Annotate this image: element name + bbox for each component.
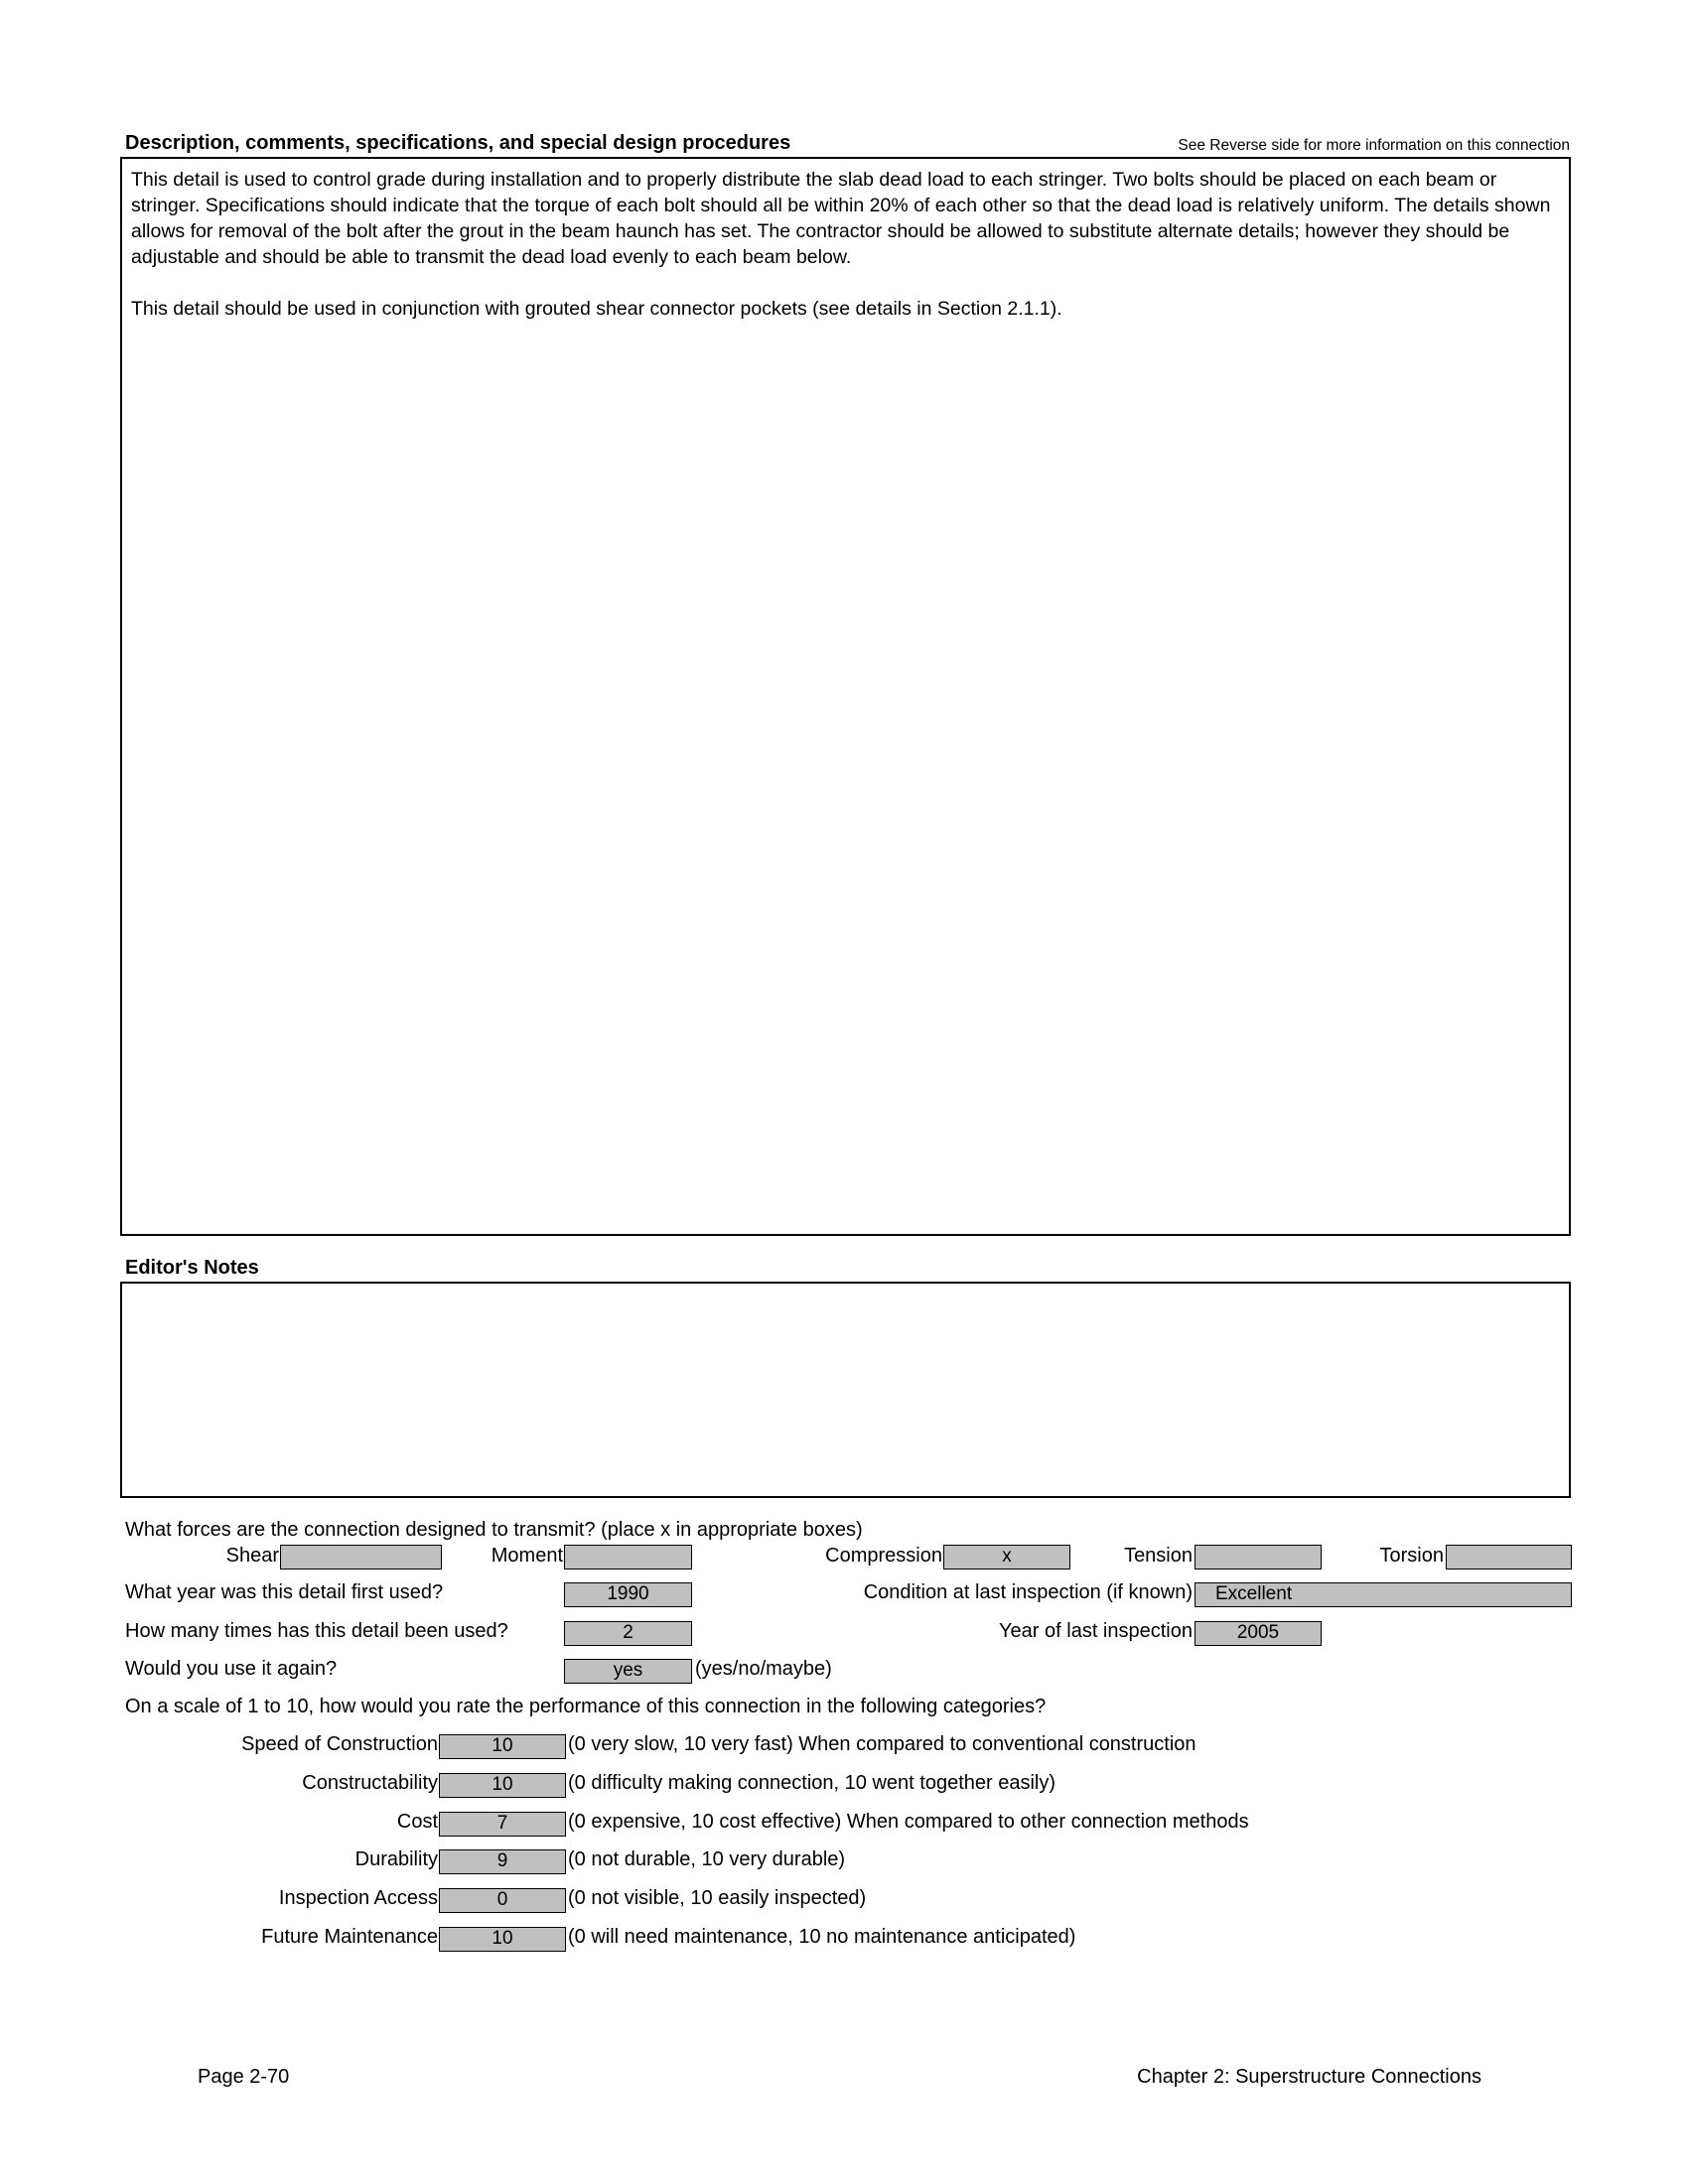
- last-inspection-field[interactable]: 2005: [1195, 1621, 1322, 1646]
- shear-field[interactable]: [280, 1545, 442, 1570]
- times-used-field[interactable]: 2: [564, 1621, 692, 1646]
- rating-label-cost: Cost: [396, 1811, 438, 1833]
- rating-hint-inspection-access: (0 not visible, 10 easily inspected): [568, 1887, 867, 1909]
- rating-field-cost[interactable]: 7: [439, 1812, 566, 1837]
- description-paragraph: This detail is used to control grade during installation and to properly distribute the slab dead load to each stringer. Two bolts should be placed on each beam or stringer. Specifications should indicate that the torque of each bolt should all be within 20% of each other so that the dead load is relatively uniform. The details shown allows for removal of the bolt after the grout in the beam haunch has set. The contractor should be allowed to substitute alternate details; however they should be adjustable and should be able to transmit the dead load evenly to each beam below.: [131, 169, 1551, 268]
- tension-field[interactable]: [1195, 1545, 1322, 1570]
- editors-notes-box: [120, 1282, 1571, 1498]
- rating-label-speed: Speed of Construction: [241, 1733, 438, 1755]
- rating-field-inspection-access[interactable]: 0: [439, 1888, 566, 1913]
- rating-label-future-maintenance: Future Maintenance: [261, 1926, 438, 1948]
- tension-label: Tension: [1124, 1545, 1193, 1567]
- use-again-label: Would you use it again?: [125, 1658, 338, 1680]
- compression-field[interactable]: x: [943, 1545, 1070, 1570]
- rating-hint-durability: (0 not durable, 10 very durable): [568, 1848, 846, 1870]
- shear-label: Shear: [225, 1545, 279, 1567]
- use-again-hint: (yes/no/maybe): [695, 1658, 832, 1680]
- compression-label: Compression: [825, 1545, 942, 1567]
- rating-field-constructability[interactable]: 10: [439, 1773, 566, 1798]
- moment-label: Moment: [491, 1545, 563, 1567]
- condition-label: Condition at last inspection (if known): [863, 1581, 1193, 1603]
- description-title: Description, comments, specifications, and special design procedures: [125, 132, 791, 154]
- rating-hint-constructability: (0 difficulty making connection, 10 went together easily): [568, 1772, 1056, 1794]
- rating-hint-speed: (0 very slow, 10 very fast) When compared to conventional construction: [568, 1733, 1196, 1755]
- chapter-title: Chapter 2: Superstructure Connections: [1137, 2066, 1481, 2088]
- rating-field-durability[interactable]: 9: [439, 1849, 566, 1874]
- description-box: [120, 157, 1571, 1236]
- last-inspection-label: Year of last inspection: [999, 1620, 1193, 1642]
- rating-label-durability: Durability: [354, 1848, 438, 1870]
- first-used-label: What year was this detail first used?: [125, 1581, 444, 1603]
- first-used-field[interactable]: 1990: [564, 1582, 692, 1607]
- page-number: Page 2-70: [198, 2066, 290, 2088]
- forces-question: What forces are the connection designed to transmit? (place x in appropriate boxes): [125, 1519, 863, 1541]
- condition-field[interactable]: Excellent: [1195, 1582, 1572, 1607]
- torsion-field[interactable]: [1446, 1545, 1572, 1570]
- rating-hint-cost: (0 expensive, 10 cost effective) When compared to other connection methods: [568, 1811, 1249, 1833]
- editors-notes-title: Editor's Notes: [125, 1257, 259, 1279]
- rating-field-future-maintenance[interactable]: 10: [439, 1927, 566, 1952]
- description-paragraph: This detail should be used in conjunction with grouted shear connector pockets (see details in Section 2.1.1).: [131, 298, 1062, 320]
- times-used-label: How many times has this detail been used?: [125, 1620, 508, 1642]
- use-again-field[interactable]: yes: [564, 1659, 692, 1684]
- ratings-question: On a scale of 1 to 10, how would you rate the performance of this connection in the following categories?: [125, 1696, 1047, 1717]
- rating-label-inspection-access: Inspection Access: [278, 1887, 438, 1909]
- torsion-label: Torsion: [1379, 1545, 1444, 1567]
- reverse-side-note: See Reverse side for more information on this connection: [1178, 137, 1570, 154]
- moment-field[interactable]: [564, 1545, 692, 1570]
- rating-label-constructability: Constructability: [302, 1772, 438, 1794]
- rating-hint-future-maintenance: (0 will need maintenance, 10 no maintenance anticipated): [568, 1926, 1076, 1948]
- rating-field-speed[interactable]: 10: [439, 1734, 566, 1759]
